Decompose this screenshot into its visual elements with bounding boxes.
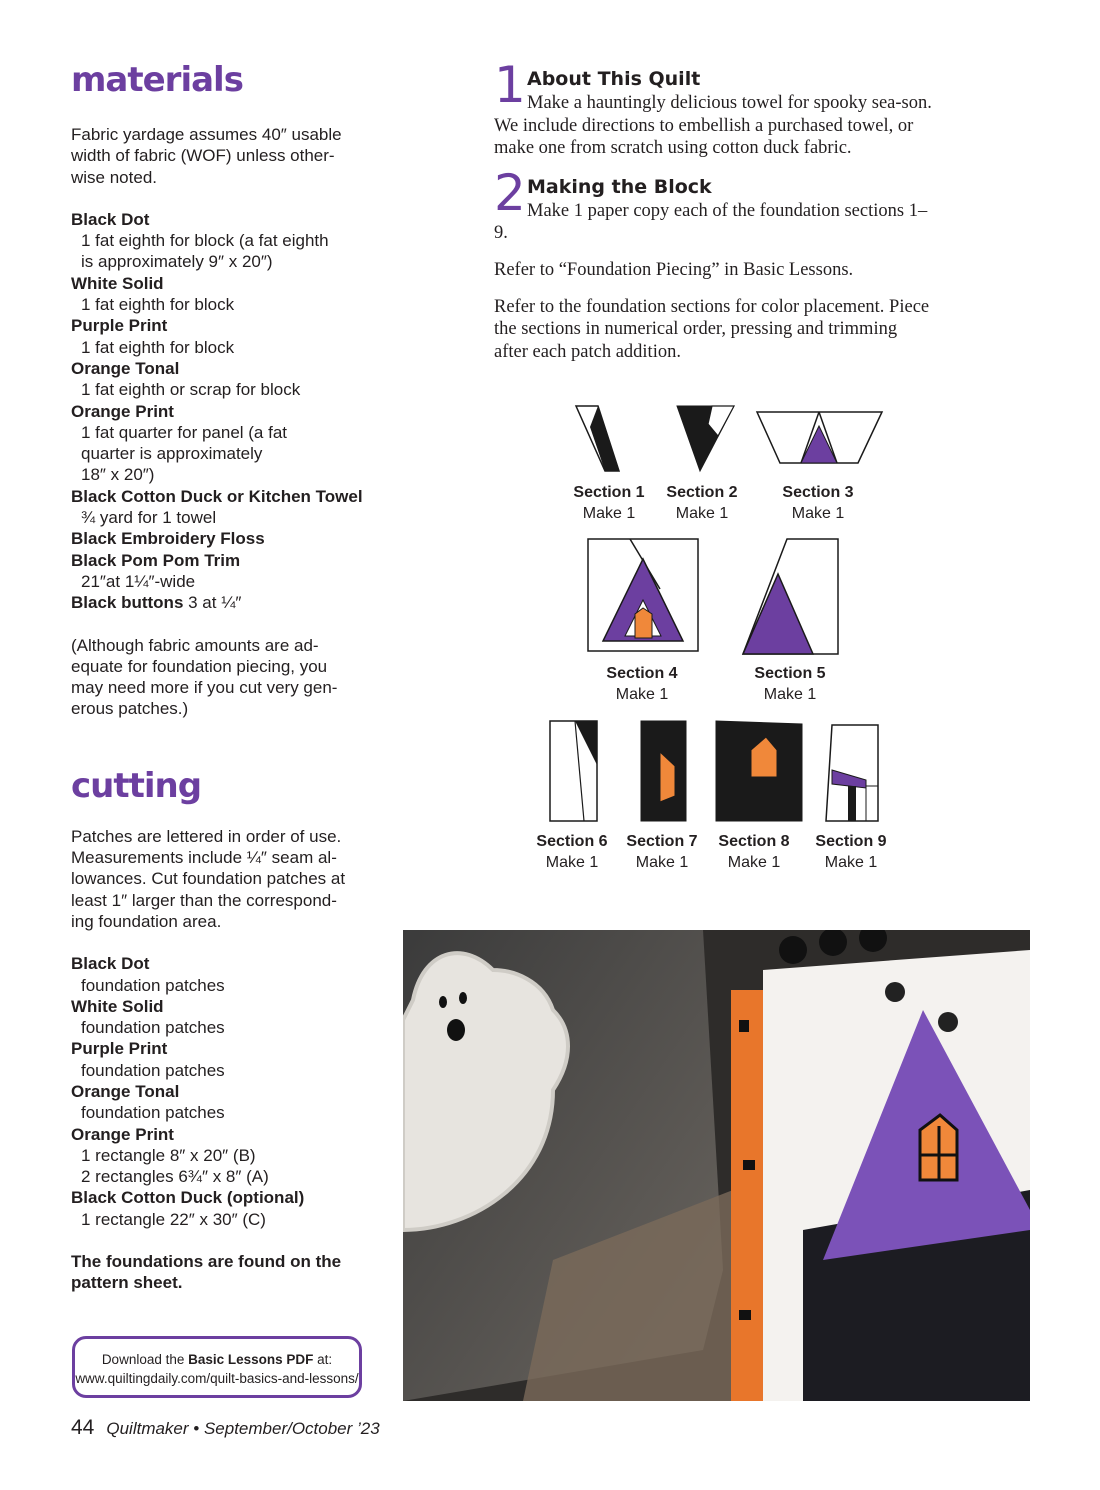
download-prefix: Download the: [101, 1352, 189, 1367]
section-title: Section 3: [782, 484, 854, 501]
section-label: [704, 831, 804, 873]
section-label: [612, 831, 712, 873]
section-title: Section 8: [718, 833, 790, 850]
section-title: Section 6: [536, 833, 608, 850]
magazine-credit: Quiltmaker • September/October ’23: [106, 1419, 380, 1438]
material-name: Black Embroidery Floss: [71, 529, 265, 549]
foundations-note: The foundations are found on the pattern sheet.: [71, 1252, 342, 1293]
cutting-heading: cutting: [71, 765, 202, 806]
materials-intro: Fabric yardage assumes 40″ usable width of fabric (WOF) unless other- wise noted.: [71, 125, 342, 187]
section-7-diagram: [641, 721, 686, 821]
section-make: Make 1: [582, 505, 636, 522]
section-title: Section 9: [815, 833, 887, 850]
download-bold: Basic Lessons PDF: [188, 1352, 314, 1367]
section-4-diagram: [588, 539, 698, 651]
material-name: Orange Tonal: [71, 358, 180, 378]
material-detail: 1 fat quarter for panel (a fat quarter is approximately 18″ x 20″): [81, 422, 288, 485]
materials-heading: materials: [71, 60, 243, 100]
download-callout: [72, 1336, 362, 1398]
section-label: [522, 831, 622, 873]
material-name: Purple Print: [71, 316, 168, 336]
section-label: [801, 831, 901, 873]
page-footer: [71, 1416, 380, 1440]
download-line: [75, 1350, 359, 1369]
towel-photo: [403, 930, 1030, 1401]
cutting-name: Purple Print: [71, 1039, 168, 1059]
cutting-detail: 1 rectangle 22″ x 30″ (C): [81, 1209, 266, 1229]
section-title: Section 1: [573, 484, 645, 501]
section-make: Make 1: [727, 854, 781, 871]
section-label: [592, 663, 692, 705]
section-8-diagram: [716, 721, 802, 821]
cutting-detail: foundation patches: [81, 1018, 225, 1038]
step-number: 2: [494, 163, 526, 222]
material-name: Black Dot: [71, 209, 150, 229]
material-detail: ¾ yard for 1 towel: [81, 508, 217, 528]
step-extra: Refer to “Foundation Piecing” in Basic Lessons.: [494, 259, 854, 280]
orange-panel: [731, 990, 763, 1401]
material-name: Black Pom Pom Trim: [71, 550, 241, 570]
section-make: Make 1: [545, 854, 599, 871]
section-make: Make 1: [763, 686, 817, 703]
cutting-detail: foundation patches: [81, 1103, 225, 1123]
material-detail: 1 fat eighth for block (a fat eighth is approximately 9″ x 20″): [81, 231, 329, 272]
material-detail: 1 fat eighth for block: [81, 295, 235, 315]
cutting-detail: 1 rectangle 8″ x 20″ (B) 2 rectangles 6¾″ x 8″ (A): [81, 1145, 269, 1187]
step-title: Making the Block: [527, 175, 712, 198]
cutting-name: Black Cotton Duck (optional): [71, 1188, 305, 1208]
section-make: Make 1: [635, 854, 689, 871]
cutting-name: Black Dot: [71, 954, 150, 974]
section-label: [740, 663, 840, 705]
cutting-list: [71, 953, 371, 1230]
section-label: [652, 482, 752, 524]
cutting-name: Orange Tonal: [71, 1081, 180, 1101]
step-text: Make a hauntingly delicious towel for spooky sea-son. We include directions to embellish a purchased towel, or make one from scratch using cotton duck fabric.: [494, 93, 932, 159]
material-detail: 1 fat eighth or scrap for block: [81, 380, 301, 400]
section-title: Section 2: [666, 484, 738, 501]
section-title: Section 7: [626, 833, 698, 850]
section-9-diagram: [826, 725, 878, 821]
step-title: About This Quilt: [527, 68, 701, 90]
cutting-name: White Solid: [71, 996, 164, 1016]
section-make: Make 1: [615, 686, 669, 703]
material-name: Black buttons: [71, 593, 184, 613]
cutting-name: Orange Print: [71, 1124, 174, 1144]
cutting-detail: foundation patches: [81, 975, 225, 995]
materials-note: (Although fabric amounts are ad- equate for foundation piecing, you may need more if you cut very gen- erous patches.): [71, 635, 338, 719]
section-make: Make 1: [824, 854, 878, 871]
section-make: Make 1: [791, 505, 845, 522]
material-name: Orange Print: [71, 401, 174, 421]
section-5-diagram: [743, 539, 838, 654]
section-6-diagram: [550, 721, 597, 821]
section-label: [768, 482, 868, 524]
section-title: Section 4: [606, 665, 678, 682]
section-label: [559, 482, 659, 524]
step-extra: Refer to the foundation sections for color placement. Piece the sections in numerical order, pressing and trimming after each patch addition.: [494, 296, 930, 362]
material-detail: 3 at ¼″: [183, 593, 242, 613]
step-text: Make 1 paper copy each of the foundation sections 1–9.: [494, 200, 928, 244]
cutting-intro: Patches are lettered in order of use. Measurements include ¼″ seam al- lowances. Cut foundation patches at least 1″ larger than the correspond- ing foundation area.: [71, 826, 346, 931]
section-2-diagram: [677, 406, 734, 471]
material-name: White Solid: [71, 273, 164, 293]
section-make: Make 1: [675, 505, 729, 522]
section-3-diagram: [757, 412, 882, 463]
download-suffix: at:: [313, 1352, 333, 1367]
download-url[interactable]: www.quiltingdaily.com/quilt-basics-and-lessons/: [75, 1371, 359, 1386]
step-number: 1: [494, 56, 526, 114]
section-1-diagram: [576, 406, 619, 471]
cutting-detail: foundation patches: [81, 1060, 225, 1080]
section-title: Section 5: [754, 665, 826, 682]
page-number: 44: [71, 1416, 95, 1439]
material-name: Black Cotton Duck or Kitchen Towel: [71, 486, 363, 506]
material-detail: 21″at 1¼″-wide: [81, 571, 196, 591]
material-detail: 1 fat eighth for block: [81, 337, 235, 357]
